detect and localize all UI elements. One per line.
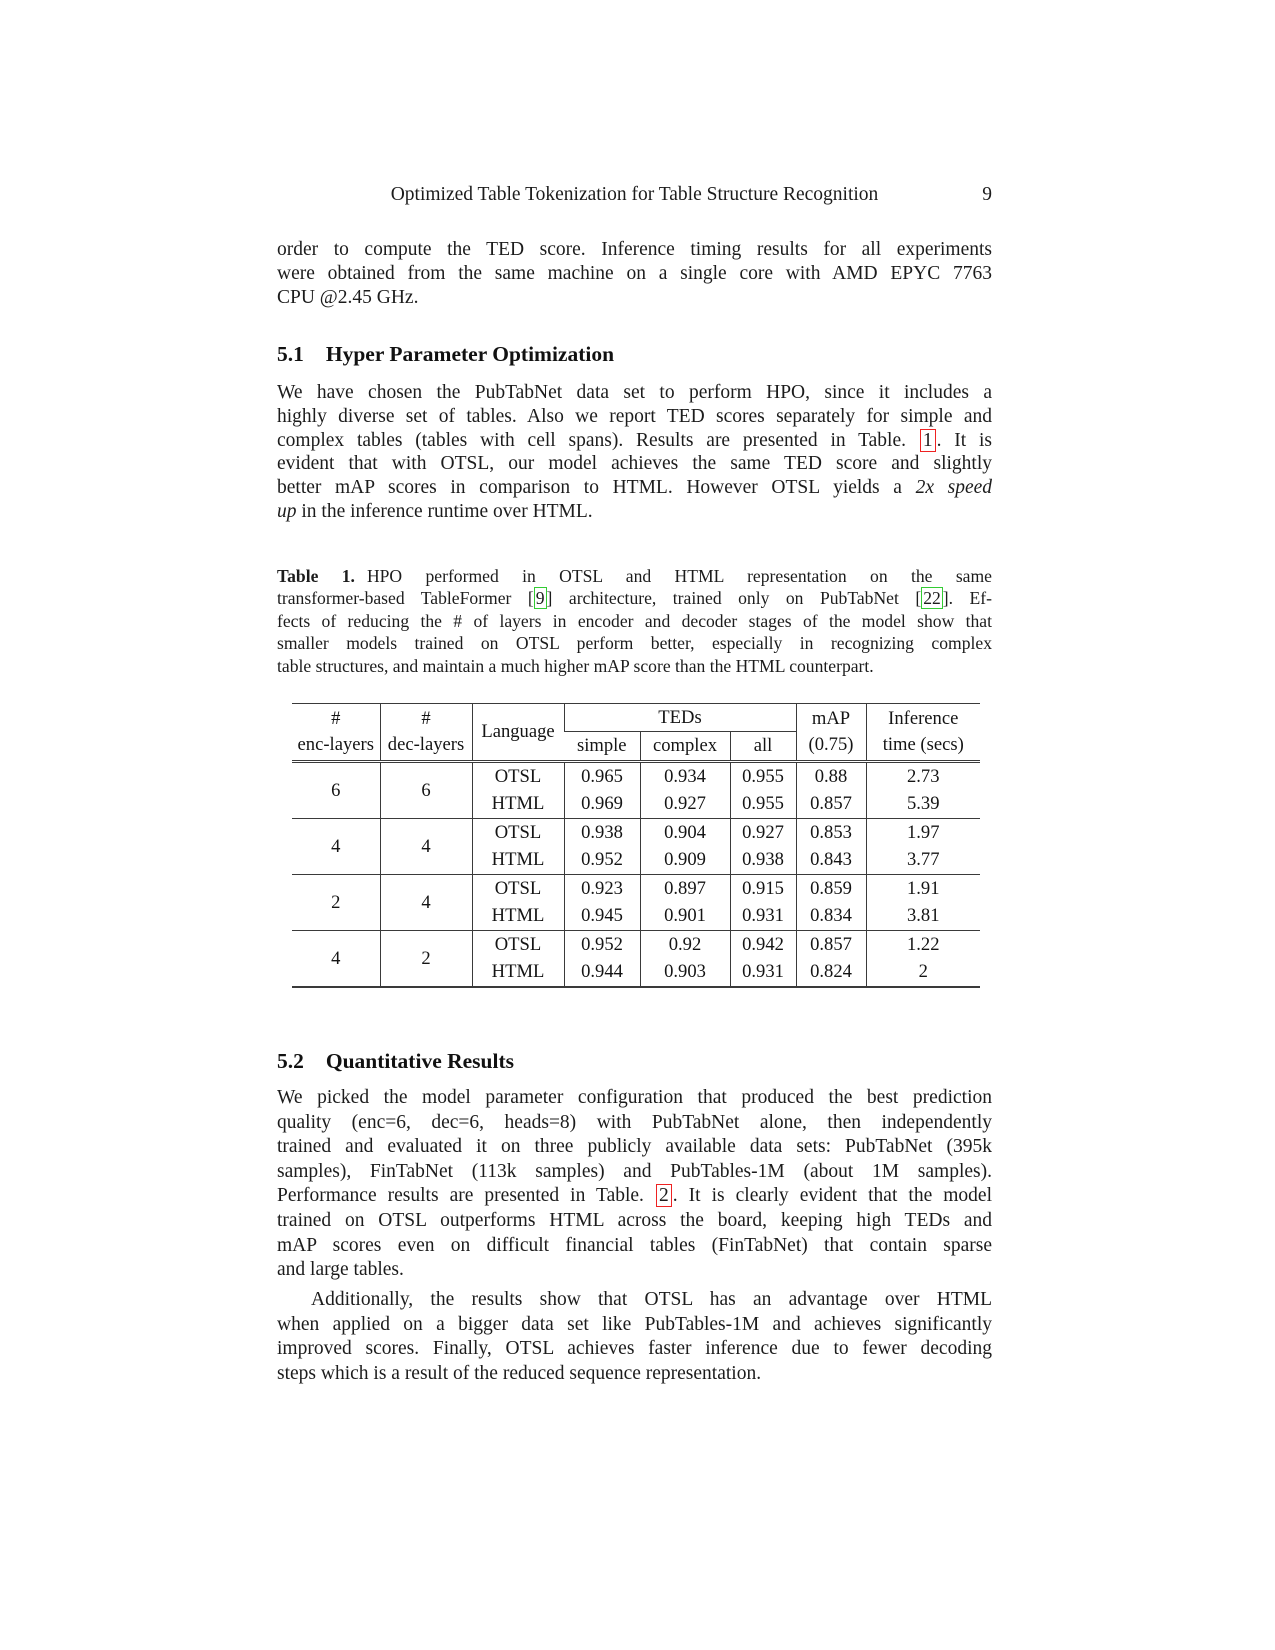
text-line: evident that with OTSL, our model achieves the same TED score and slightly xyxy=(277,453,992,475)
cell-inference-time: 1.91 xyxy=(866,875,980,903)
cell-map: 0.843 xyxy=(796,847,866,875)
cell-language: HTML xyxy=(472,791,564,819)
text-line: improved scores. Finally, OTSL achieves faster inference due to fewer decoding xyxy=(277,1338,992,1360)
text-segment: . It is xyxy=(936,429,992,451)
text-segment: . It is clearly evident that the model xyxy=(672,1185,992,1207)
text-segment: in the inference runtime over HTML. xyxy=(301,500,593,522)
cell-inference-time: 3.81 xyxy=(866,903,980,931)
cell-teds-all: 0.931 xyxy=(730,903,796,931)
section-heading-5-2 xyxy=(277,1049,992,1074)
section-title: Quantitative Results xyxy=(325,1049,514,1073)
table-1-caption xyxy=(277,565,992,677)
cell-language: OTSL xyxy=(472,819,564,847)
cell-dec-layers: 4 xyxy=(380,875,472,931)
text-segment: Performance results are presented in Table. xyxy=(277,1185,644,1207)
table-row xyxy=(292,931,980,959)
caption-line: smaller models trained on OTSL perform better, especially in recognizing complex xyxy=(277,633,992,654)
cell-inference-time: 1.97 xyxy=(866,819,980,847)
text-line xyxy=(277,476,992,500)
section-5-1-paragraph xyxy=(277,381,992,524)
section-title: Hyper Parameter Optimization xyxy=(325,342,615,366)
section-number: 5.2 xyxy=(277,1049,304,1073)
cell-map: 0.857 xyxy=(796,791,866,819)
cell-language: OTSL xyxy=(472,762,564,791)
cell-language: HTML xyxy=(472,903,564,931)
cell-dec-layers: 2 xyxy=(380,931,472,988)
cell-teds-simple: 0.944 xyxy=(564,959,640,988)
cell-enc-layers: 4 xyxy=(292,931,380,988)
cell-teds-simple: 0.952 xyxy=(564,847,640,875)
col-header-language: Language xyxy=(472,704,564,762)
section-number: 5.1 xyxy=(277,342,304,366)
text-line: CPU @2.45 GHz. xyxy=(277,286,419,308)
citation-22-link[interactable]: 22 xyxy=(923,588,941,609)
text-line: quality (enc=6, dec=6, heads=8) with PubTabNet alone, then independently xyxy=(277,1111,992,1133)
col-header-teds: TEDs xyxy=(564,704,796,732)
cell-teds-complex: 0.901 xyxy=(640,903,730,931)
caption-label: Table 1. xyxy=(277,566,355,586)
cell-language: OTSL xyxy=(472,931,564,959)
running-title: Optimized Table Tokenization for Table Structure Recognition xyxy=(390,184,879,205)
text-line: samples), FinTabNet (113k samples) and PubTables-1M (about 1M samples). xyxy=(277,1160,992,1182)
text-line: We picked the model parameter configuration that produced the best prediction xyxy=(277,1087,992,1108)
cell-teds-complex: 0.927 xyxy=(640,791,730,819)
text-line: mAP scores even on difficult financial tables (FinTabNet) that contain sparse xyxy=(277,1234,992,1256)
text-line xyxy=(277,429,992,453)
intro-paragraph xyxy=(277,238,992,309)
citation-9-link[interactable]: 9 xyxy=(535,588,545,609)
text-line: We have chosen the PubTabNet data set to perform HPO, since it includes a xyxy=(277,382,992,403)
col-header-dec-layers: # dec-layers xyxy=(380,704,472,762)
section-5-2-paragraph-1 xyxy=(277,1086,992,1283)
cell-language: HTML xyxy=(472,959,564,988)
running-head xyxy=(277,184,992,210)
cell-teds-all: 0.955 xyxy=(730,791,796,819)
caption-line: table structures, and maintain a much higher mAP score than the HTML counterpart. xyxy=(277,655,874,676)
text-line: when applied on a bigger data set like PubTables-1M and achieves significantly xyxy=(277,1313,992,1335)
col-header-map: mAP (0.75) xyxy=(796,704,866,762)
cell-teds-simple: 0.938 xyxy=(564,819,640,847)
cell-inference-time: 1.22 xyxy=(866,931,980,959)
cell-teds-complex: 0.934 xyxy=(640,762,730,791)
cell-teds-complex: 0.897 xyxy=(640,875,730,903)
cell-enc-layers: 4 xyxy=(292,819,380,875)
cell-teds-all: 0.938 xyxy=(730,847,796,875)
text-line xyxy=(277,1184,992,1209)
cell-teds-complex: 0.904 xyxy=(640,819,730,847)
text-line xyxy=(277,500,992,524)
cell-map: 0.824 xyxy=(796,959,866,988)
cell-teds-all: 0.927 xyxy=(730,819,796,847)
cell-teds-all: 0.942 xyxy=(730,931,796,959)
caption-line xyxy=(277,565,992,587)
text-line: highly diverse set of tables. Also we report TED scores separately for simple and xyxy=(277,405,992,427)
cell-teds-all: 0.931 xyxy=(730,959,796,988)
cell-teds-simple: 0.952 xyxy=(564,931,640,959)
table-row xyxy=(292,819,980,847)
cell-teds-all: 0.915 xyxy=(730,875,796,903)
page-number: 9 xyxy=(982,184,992,205)
section-5-2-paragraph-2 xyxy=(277,1288,992,1386)
cell-teds-complex: 0.903 xyxy=(640,959,730,988)
caption-line: fects of reducing the # of layers in encoder and decoder stages of the model show that xyxy=(277,610,992,631)
col-header-complex: complex xyxy=(640,732,730,762)
section-heading-5-1 xyxy=(277,342,992,367)
text-line: Additionally, the results show that OTSL has an advantage over HTML xyxy=(311,1289,992,1310)
text-line: were obtained from the same machine on a single core with AMD EPYC 7763 xyxy=(277,262,992,284)
table-row xyxy=(292,875,980,903)
col-header-simple: simple xyxy=(564,732,640,762)
text-segment: transformer-based TableFormer [ xyxy=(277,588,534,609)
cell-teds-all: 0.955 xyxy=(730,762,796,791)
cell-inference-time: 5.39 xyxy=(866,791,980,819)
table-row xyxy=(292,762,980,791)
cell-teds-complex: 0.92 xyxy=(640,931,730,959)
cell-language: HTML xyxy=(472,847,564,875)
cell-teds-complex: 0.909 xyxy=(640,847,730,875)
table-1-reference-link[interactable]: 1 xyxy=(920,429,936,452)
text-line: order to compute the TED score. Inference timing results for all experiments xyxy=(277,239,992,260)
text-line: and large tables. xyxy=(277,1259,404,1281)
cell-map: 0.857 xyxy=(796,931,866,959)
text-line: trained and evaluated it on three publicly available data sets: PubTabNet (395k xyxy=(277,1136,992,1158)
cell-teds-simple: 0.965 xyxy=(564,762,640,791)
col-header-enc-layers: # enc-layers xyxy=(292,704,380,762)
table-2-reference-link[interactable]: 2 xyxy=(656,1184,672,1207)
cell-map: 0.834 xyxy=(796,903,866,931)
cell-map: 0.88 xyxy=(796,762,866,791)
cell-teds-simple: 0.923 xyxy=(564,875,640,903)
cell-inference-time: 2.73 xyxy=(866,762,980,791)
cell-enc-layers: 2 xyxy=(292,875,380,931)
emphasized-text: 2x speed xyxy=(915,477,992,499)
cell-inference-time: 2 xyxy=(866,959,980,988)
emphasized-text: up xyxy=(277,500,297,522)
text-line: trained on OTSL outperforms HTML across the board, keeping high TEDs and xyxy=(277,1209,992,1231)
results-table-1 xyxy=(292,703,980,988)
col-header-all: all xyxy=(730,732,796,762)
cell-teds-simple: 0.969 xyxy=(564,791,640,819)
cell-dec-layers: 6 xyxy=(380,762,472,819)
cell-map: 0.853 xyxy=(796,819,866,847)
caption-line xyxy=(277,587,992,609)
text-line: steps which is a result of the reduced sequence representation. xyxy=(277,1362,762,1384)
text-segment: better mAP scores in comparison to HTML. However OTSL yields a xyxy=(277,477,902,499)
cell-dec-layers: 4 xyxy=(380,819,472,875)
text-segment: ]. Ef- xyxy=(942,588,992,609)
text-segment: HPO performed in OTSL and HTML representation on the same xyxy=(366,566,992,586)
cell-map: 0.859 xyxy=(796,875,866,903)
text-segment: complex tables (tables with cell spans). Results are presented in Table. xyxy=(277,429,906,451)
cell-enc-layers: 6 xyxy=(292,762,380,819)
cell-inference-time: 3.77 xyxy=(866,847,980,875)
cell-teds-simple: 0.945 xyxy=(564,903,640,931)
text-segment: ] architecture, trained only on PubTabNet [ xyxy=(546,588,922,609)
col-header-inference: Inference time (secs) xyxy=(866,704,980,762)
cell-language: OTSL xyxy=(472,875,564,903)
